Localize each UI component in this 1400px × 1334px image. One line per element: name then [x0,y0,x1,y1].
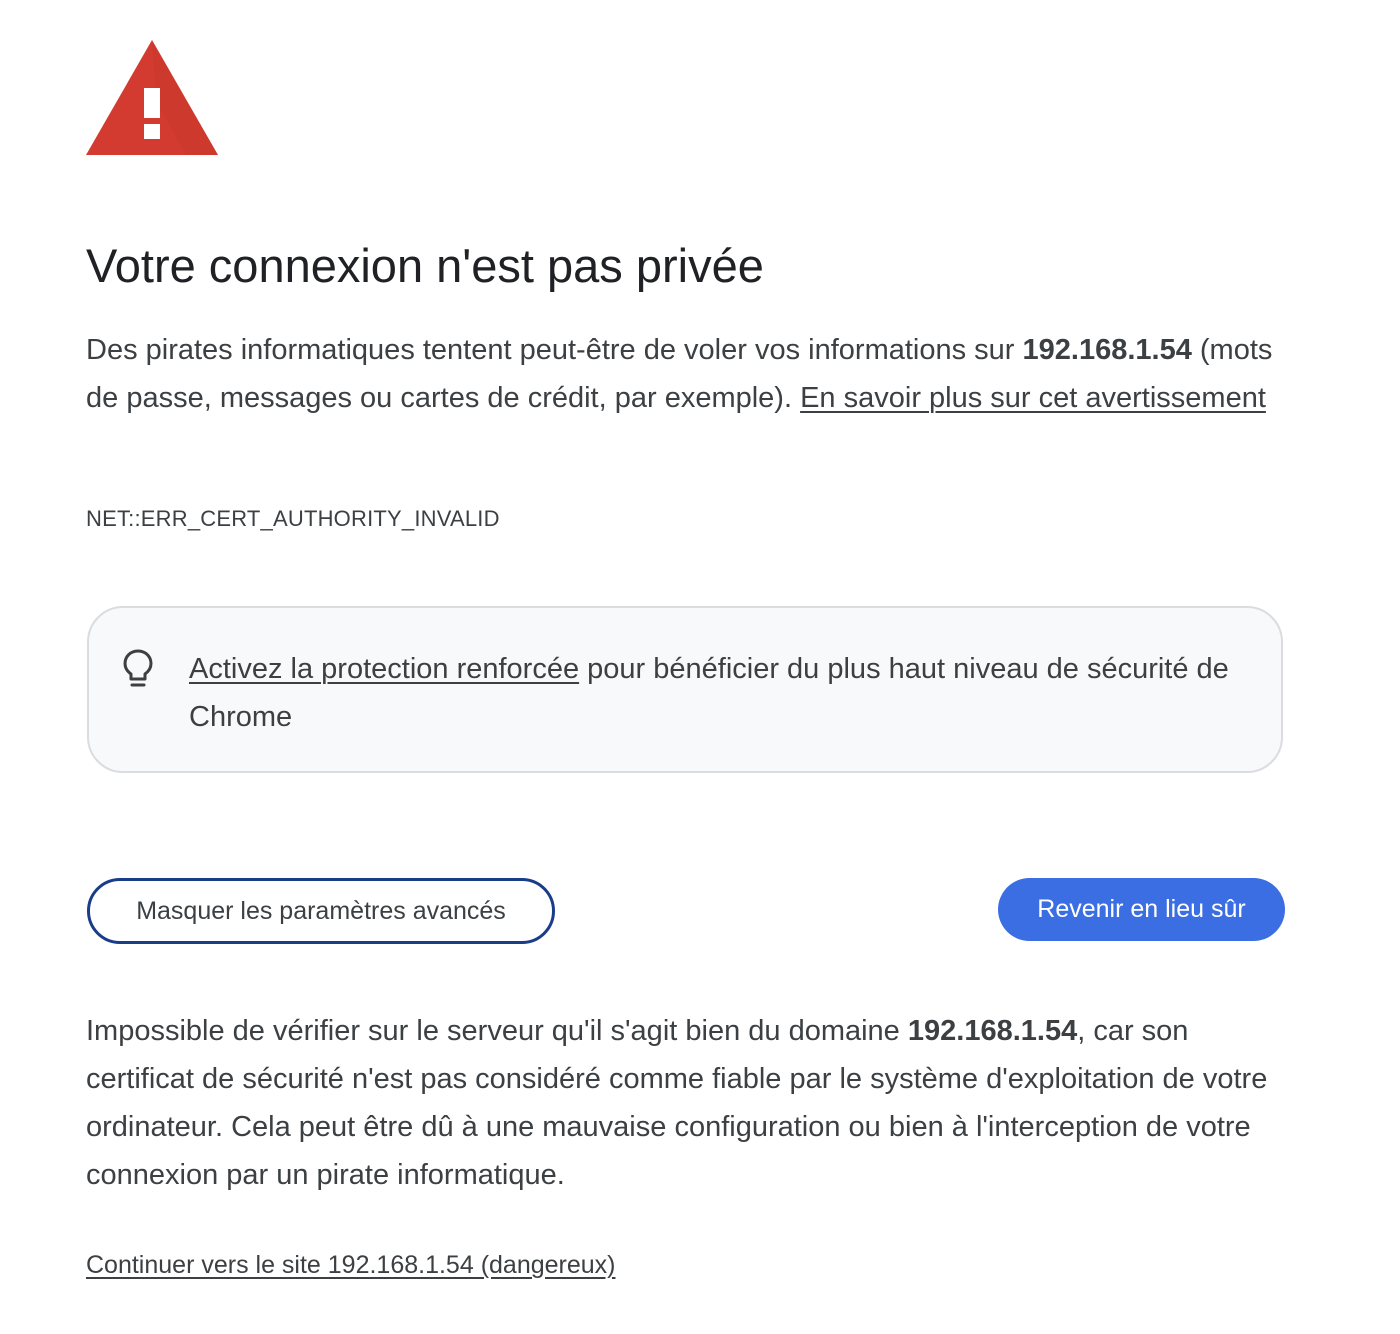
warning-triangle-icon [86,40,218,155]
details-paragraph [86,1007,1301,1199]
enhanced-protection-link[interactable]: Activez la protection renforcée [189,653,580,685]
proceed-link-container [86,1248,616,1282]
intro-paragraph [86,326,1296,422]
proceed-unsafe-link[interactable]: Continuer vers le site 192.168.1.54 (dangereux) [86,1251,616,1279]
enhanced-protection-box [87,606,1283,773]
intro-text-after: (mots de passe, messages ou cartes de crédit, par exemple). [86,334,1273,414]
intro-host: 192.168.1.54 [1022,334,1192,366]
error-code: NET::ERR_CERT_AUTHORITY_INVALID [86,506,500,531]
back-to-safety-button[interactable]: Revenir en lieu sûr [998,878,1285,941]
details-host: 192.168.1.54 [907,1015,1078,1047]
details-text-after: , car son certificat de sécurité n'est pas considéré comme fiable par le système d'exploitation de votre ordinateur. Cela peut être dû à une mauvaise configuration ou bien à l'interception de votre connexion par un pirate informatique. [86,1015,1268,1191]
details-text-before: Impossible de vérifier sur le serveur qu'il s'agit bien du domaine [86,1015,908,1047]
learn-more-link[interactable]: En savoir plus sur cet avertissement [800,382,1266,414]
hide-advanced-button[interactable]: Masquer les paramètres avancés [87,878,555,944]
intro-text-before: Des pirates informatiques tentent peut-être de voler vos informations sur [86,334,1023,366]
enhanced-protection-text [189,645,1269,741]
enhanced-protection-description: pour bénéficier du plus haut niveau de sécurité de Chrome [189,653,1229,733]
page-title: Votre connexion n'est pas privée [86,239,764,292]
lightbulb-icon [121,648,155,690]
